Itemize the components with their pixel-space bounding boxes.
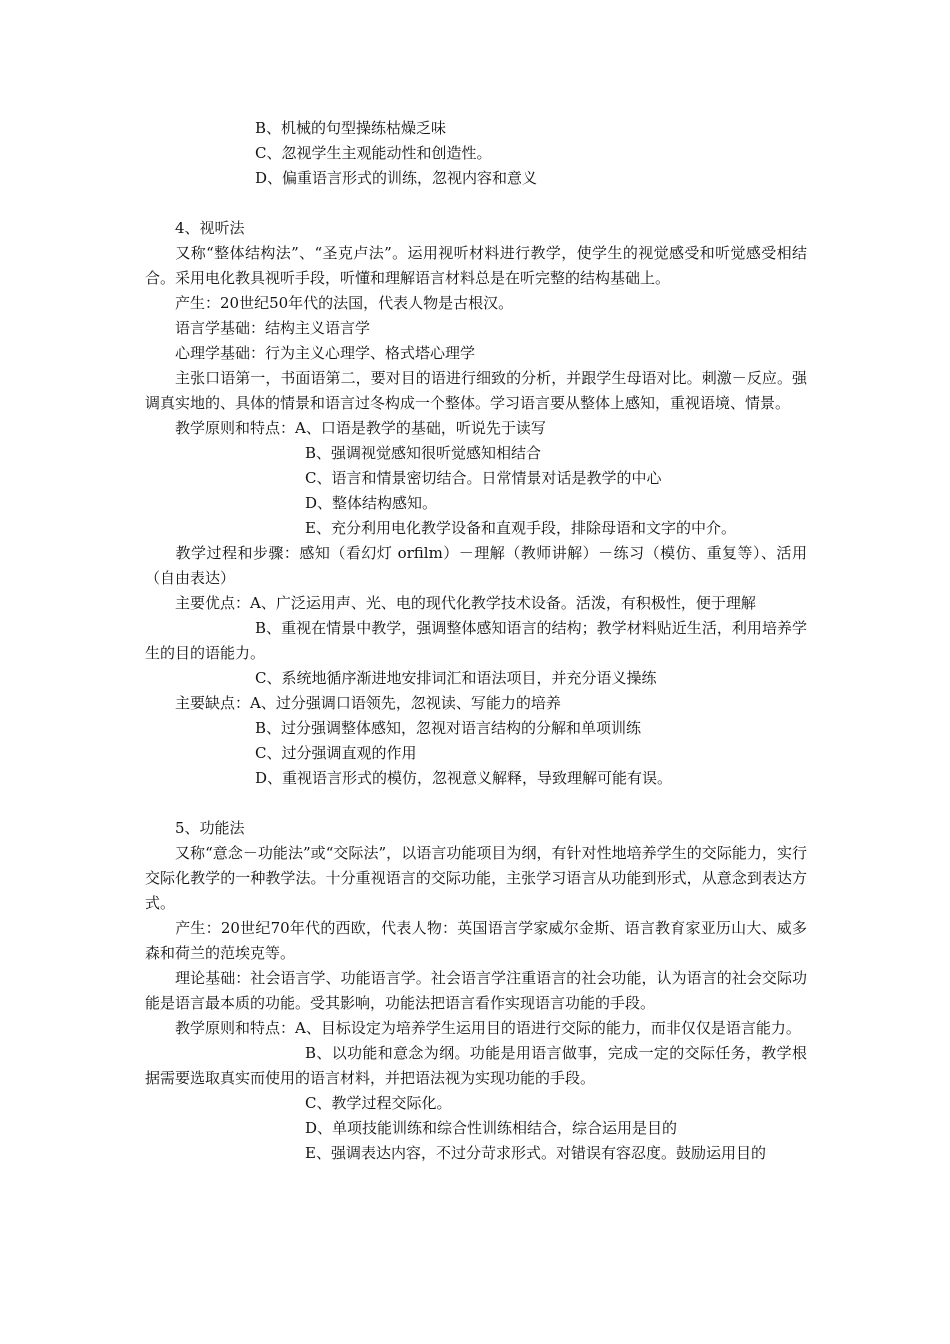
spacer (145, 791, 807, 816)
s5-principles-d: D、单项技能训练和综合性训练相结合，综合运用是目的 (305, 1119, 678, 1137)
s4-origin: 产生：20世纪50年代的法国，代表人物是古根汉。 (175, 294, 514, 312)
s5-intro: 又称“意念－功能法”或“交际法”，以语言功能项目为纲，有针对性地培养学生的交际能力，实行交际化教学的一种教学法。十分重视语言的交际功能，主张学习语言从功能到形式，从意念到表达方式。 (145, 844, 807, 912)
s4-principles-a: 教学原则和特点：A、口语是教学的基础，听说先于读写 (175, 419, 546, 437)
spacer (145, 191, 807, 216)
s3-disadv-d: D、偏重语言形式的训练，忽视内容和意义 (255, 169, 538, 187)
s4-adv-b: B、重视在情景中教学，强调整体感知语言的结构；教学材料贴近生活，利用培养学生的目的语能力。 (145, 619, 807, 662)
s5-heading: 5、功能法 (175, 819, 245, 837)
s4-principles-e: E、充分利用电化教学设备和直观手段，排除母语和文字的中介。 (305, 519, 736, 537)
s4-disadv-a: 主要缺点：A、过分强调口语领先，忽视读、写能力的培养 (175, 694, 561, 712)
s4-principles-d: D、整体结构感知。 (305, 494, 438, 512)
s5-principles-c: C、教学过程交际化。 (305, 1094, 452, 1112)
document-page (145, 116, 807, 1166)
s4-process: 教学过程和步骤：感知（看幻灯 orfilm）－理解（教师讲解）－练习（模仿、重复等）、活用（自由表达） (145, 544, 807, 587)
s4-psychological-basis: 心理学基础：行为主义心理学、格式塔心理学 (175, 344, 476, 362)
s3-disadv-b: B、机械的句型操练枯燥乏味 (255, 119, 447, 137)
s3-disadv-c: C、忽视学生主观能动性和创造性。 (255, 144, 492, 162)
s5-principles-e: E、强调表达内容，不过分苛求形式。对错误有容忍度。鼓励运用目的 (305, 1144, 766, 1162)
s5-principles-b: B、以功能和意念为纲。功能是用语言做事，完成一定的交际任务，教学根据需要选取真实而使用的语言材料，并把语法视为实现功能的手段。 (145, 1044, 807, 1087)
s4-principles-c: C、语言和情景密切结合。日常情景对话是教学的中心 (305, 469, 662, 487)
s4-disadv-c: C、过分强调直观的作用 (255, 744, 417, 762)
s4-adv-c: C、系统地循序渐进地安排词汇和语法项目，并充分语义操练 (255, 669, 657, 687)
s5-origin: 产生：20世纪70年代的西欧，代表人物：英国语言学家威尔金斯、语言教育家亚历山大、威多森和荷兰的范埃克等。 (145, 919, 807, 962)
s4-intro: 又称“整体结构法”、“圣克卢法”。运用视听材料进行教学，使学生的视觉感受和听觉感受相结合。采用电化教具视听手段，听懂和理解语言材料总是在听完整的结构基础上。 (145, 244, 807, 287)
s4-linguistic-basis: 语言学基础：结构主义语言学 (175, 319, 371, 337)
s4-heading: 4、视听法 (175, 219, 245, 237)
s4-adv-a: 主要优点：A、广泛运用声、光、电的现代化教学技术设备。活泼，有积极性，便于理解 (175, 594, 756, 612)
s5-principles-a: 教学原则和特点：A、目标设定为培养学生运用目的语进行交际的能力，而非仅仅是语言能力。 (175, 1019, 801, 1037)
s4-claim: 主张口语第一，书面语第二，要对目的语进行细致的分析，并跟学生母语对比。刺激－反应。强调真实地的、具体的情景和语言过冬构成一个整体。学习语言要从整体上感知，重视语境、情景。 (145, 369, 807, 412)
s4-disadv-d: D、重视语言形式的模仿，忽视意义解释，导致理解可能有误。 (255, 769, 673, 787)
s5-theory-basis: 理论基础：社会语言学、功能语言学。社会语言学注重语言的社会功能，认为语言的社会交际功能是语言最本质的功能。受其影响，功能法把语言看作实现语言功能的手段。 (145, 969, 807, 1012)
s4-principles-b: B、强调视觉感知很听觉感知相结合 (305, 444, 542, 462)
s4-disadv-b: B、过分强调整体感知，忽视对语言结构的分解和单项训练 (255, 719, 642, 737)
